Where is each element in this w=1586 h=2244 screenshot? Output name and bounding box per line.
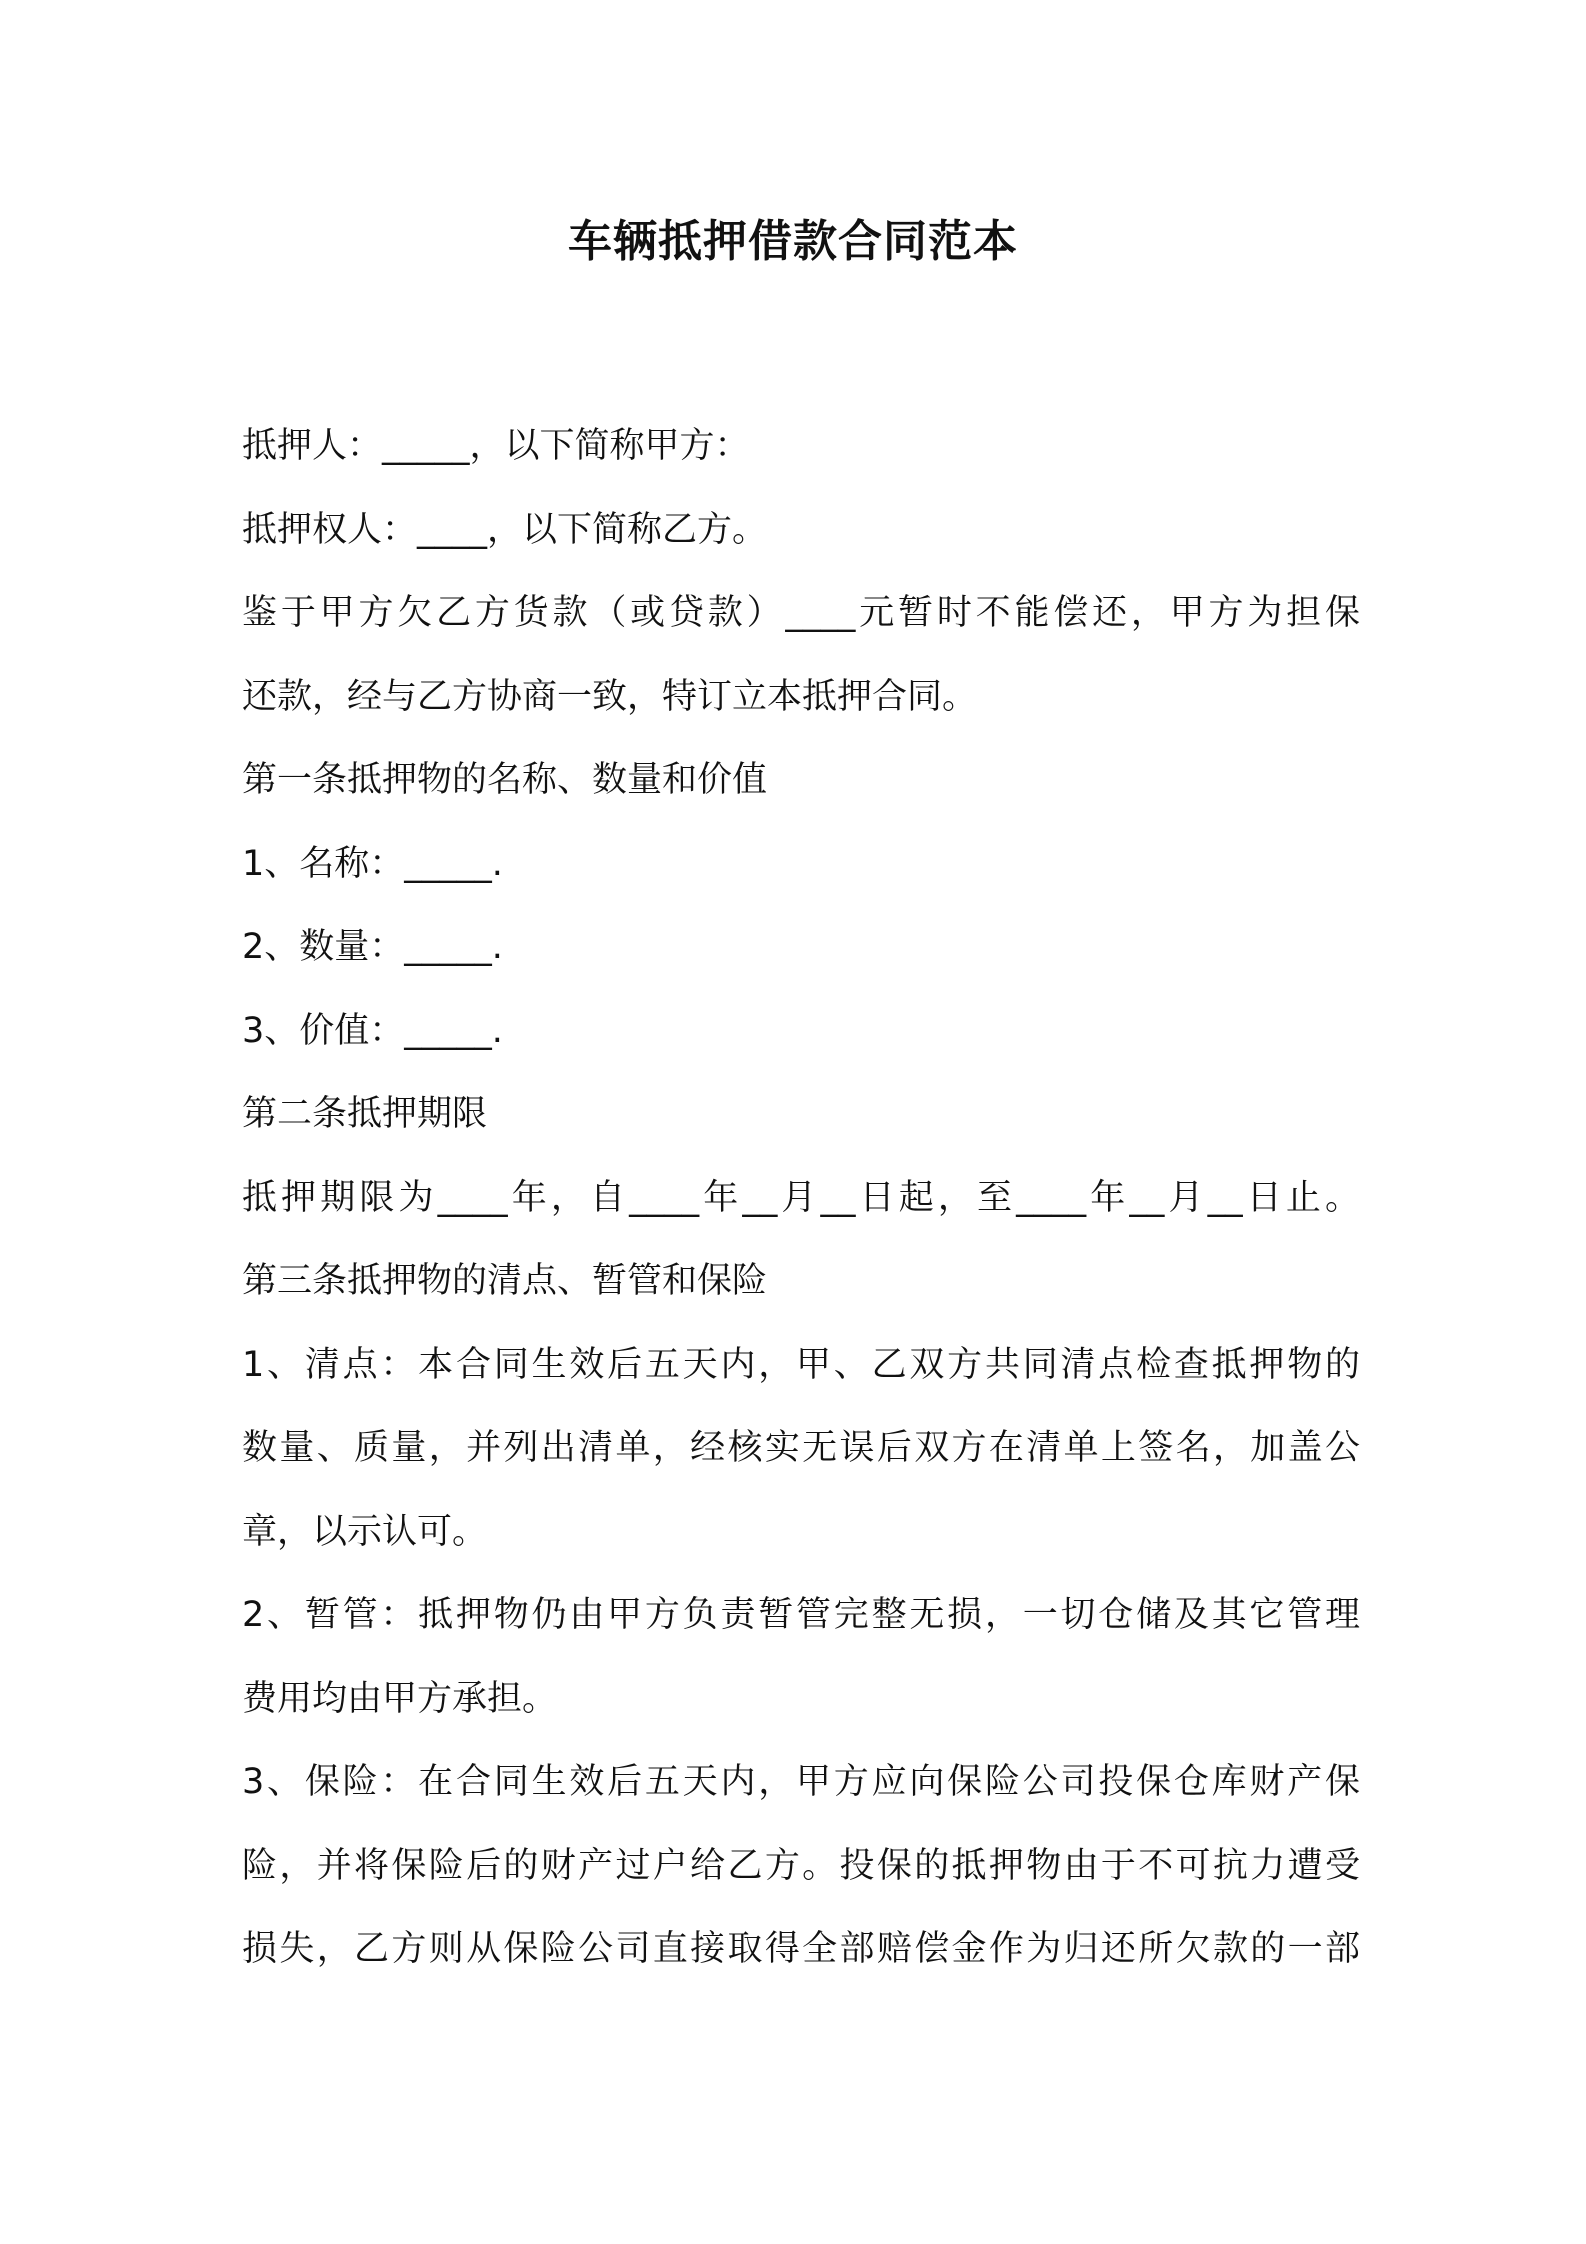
- text-line: 鉴于甲方欠乙方货款（或贷款）____元暂时不能偿还，甲方为担保: [242, 593, 1360, 633]
- text-line: 抵押期限为____年，自____年__月__日起，至____年__月__日止。: [242, 1177, 1360, 1218]
- text-line: 1、清点：本合同生效后五天内，甲、乙双方共同清点检查抵押物的: [242, 1344, 1360, 1385]
- text-line: 数量、质量，并列出清单，经核实无误后双方在清单上签名，加盖公: [242, 1428, 1360, 1468]
- document-body: [242, 405, 1360, 1992]
- section-heading: 第一条抵押物的名称、数量和价值: [242, 760, 768, 800]
- text-line: 险，并将保险后的财产过户给乙方。投保的抵押物由于不可抗力遭受: [242, 1845, 1360, 1886]
- text-line: 1、名称：_____.: [242, 843, 503, 884]
- text-line: 章，以示认可。: [242, 1511, 488, 1552]
- text-line: 损失，乙方则从保险公司直接取得全部赔偿金作为归还所欠款的一部: [242, 1929, 1360, 1969]
- section-heading: 第三条抵押物的清点、暂管和保险: [242, 1261, 768, 1301]
- text-line: 2、暂管：抵押物仍由甲方负责暂管完整无损，一切仓储及其它管理: [242, 1595, 1360, 1635]
- text-line: 费用均由甲方承担。: [242, 1678, 558, 1719]
- document-title: 车辆抵押借款合同范本: [568, 216, 1018, 267]
- text-line: 3、价值：_____.: [242, 1010, 503, 1051]
- text-line: 还款，经与乙方协商一致，特订立本抵押合同。: [242, 676, 978, 717]
- section-heading: 第二条抵押期限: [242, 1094, 488, 1134]
- text-line: 3、保险：在合同生效后五天内，甲方应向保险公司投保仓库财产保: [242, 1762, 1360, 1802]
- text-line: 抵押人：_____，以下简称甲方：: [242, 426, 750, 466]
- text-line: 抵押权人：____，以下简称乙方。: [242, 509, 768, 550]
- text-line: 2、数量：_____.: [242, 927, 503, 967]
